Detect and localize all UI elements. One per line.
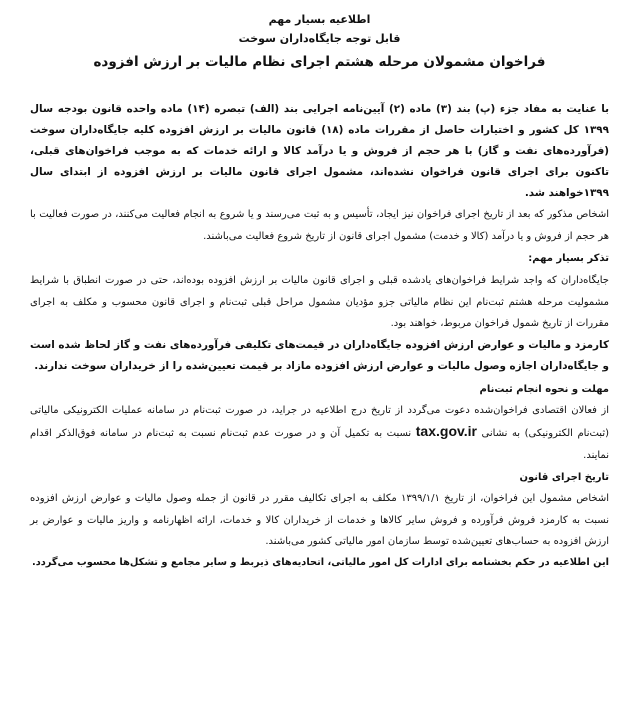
tax-website-link[interactable]: tax.gov.ir	[415, 423, 477, 439]
announcement-header-audience: قابل توجه جایگاه‌داران سوخت	[238, 32, 401, 45]
announcement-header-important: اطلاعیه بسیار مهم	[268, 13, 371, 26]
paragraph-previous-callouts: جایگاه‌داران که واجد شرایط فراخوان‌های یادشده قبلی و اجرای قانون مالیات بر ارزش افزوده بوده‌اند، حتی در صورت انطباق با شرایط مشمولیت مرحله هشتم ثبت‌نام این نظام مالیاتی جزو مؤدیان مشمول مراحل قبلی ثبت‌نام و اجرای قانون محسوب و مکلف به اجرای مقررات از تاریخ شمول فراخوان مربوط، خواهند بود.	[30, 275, 609, 329]
registration-text-after: نسبت به تکمیل آن و در صورت عدم ثبت‌نام نسبت به ثبت‌نام در سامانه فوق‌الذکر اقدام نمایند.	[30, 428, 609, 461]
paragraph-new-entities: اشخاص مذکور که بعد از تاریخ اجرای فراخوان نیز ایجاد، تأسیس و به ثبت می‌رسند و یا شروع به انجام فعالیت می‌کنند، در صورت فعالیت با هر حجم از فروش و یا درآمد (کالا و خدمت) مشمول اجرای قانون از تاریخ شروع فعالیت می‌باشند.	[30, 209, 609, 242]
heading-law-effective-date: تاریخ اجرای قانون	[519, 472, 609, 483]
page-title: فراخوان مشمولان مرحله هشتم اجرای نظام مالیات بر ارزش افزوده	[93, 54, 546, 70]
registration-text-before: از فعالان اقتصادی فراخوان‌شده دعوت می‌گردد از تاریخ درج اطلاعیه در جراید، در صورت ثبت‌نام در سامانه عملیات الکترونیکی مالیاتی (ثبت‌نام الکترونیکی) به نشانی	[30, 404, 610, 439]
footer-circular-note: این اطلاعیه در حکم بخشنامه برای ادارات کل امور مالیاتی، اتحادیه‌های ذیربط و سایر مجامع و تشکل‌ها محسوب می‌گردد.	[31, 556, 609, 568]
heading-important-note: تذکر بسیار مهم:	[528, 253, 609, 264]
heading-registration-deadline: مهلت و نحوه انجام ثبت‌نام	[479, 383, 609, 395]
paragraph-registration	[30, 400, 609, 467]
paragraph-obligations: اشخاص مشمول این فراخوان، از تاریخ ۱۳۹۹/۱/۱ مکلف به اجرای تکالیف مقرر در قانون از جمله وصول مالیات و عوارض ارزش افزوده نسبت به کارمزد فروش فرآورده و فروش سایر کالاها و خدمات از خریداران کالا و خدمات، ارائه اظهارنامه و واریز مالیات و عوارض بر ارزش افزوده به حساب‌های تعیین‌شده توسط سازمان امور مالیاتی کشور می‌باشند.	[30, 493, 609, 547]
paragraph-commission-tax: کارمزد و مالیات و عوارض ارزش افزوده جایگاه‌داران در قیمت‌های تکلیفی فرآورده‌های نفت و گاز لحاظ شده است و جایگاه‌داران اجازه وصول مالیات و عوارض ارزش افزوده مازاد بر قیمت تعیین‌شده را از خریداران سوخت ندارند.	[30, 338, 609, 372]
paragraph-legal-basis: با عنایت به مفاد جزء (پ) بند (۳) ماده (۲) آیین‌نامه اجرایی بند (الف) تبصره (۱۴) ماده واحده قانون بودجه سال ۱۳۹۹ کل کشور و اختیارات حاصل از مقررات ماده (۱۸) قانون مالیات بر ارزش افزوده کلیه جایگاه‌داران سوخت (فرآورده‌های نفت و گاز) با هر حجم از فروش و یا درآمد کالا و ارائه خدمات که به موجب فراخوان‌های قبلی، تاکنون برای اجرای قانون فراخوان نشده‌اند، مشمول اجرای قانون مالیات بر ارزش افزوده از ابتدای سال ۱۳۹۹خواهند شد.	[30, 103, 610, 199]
